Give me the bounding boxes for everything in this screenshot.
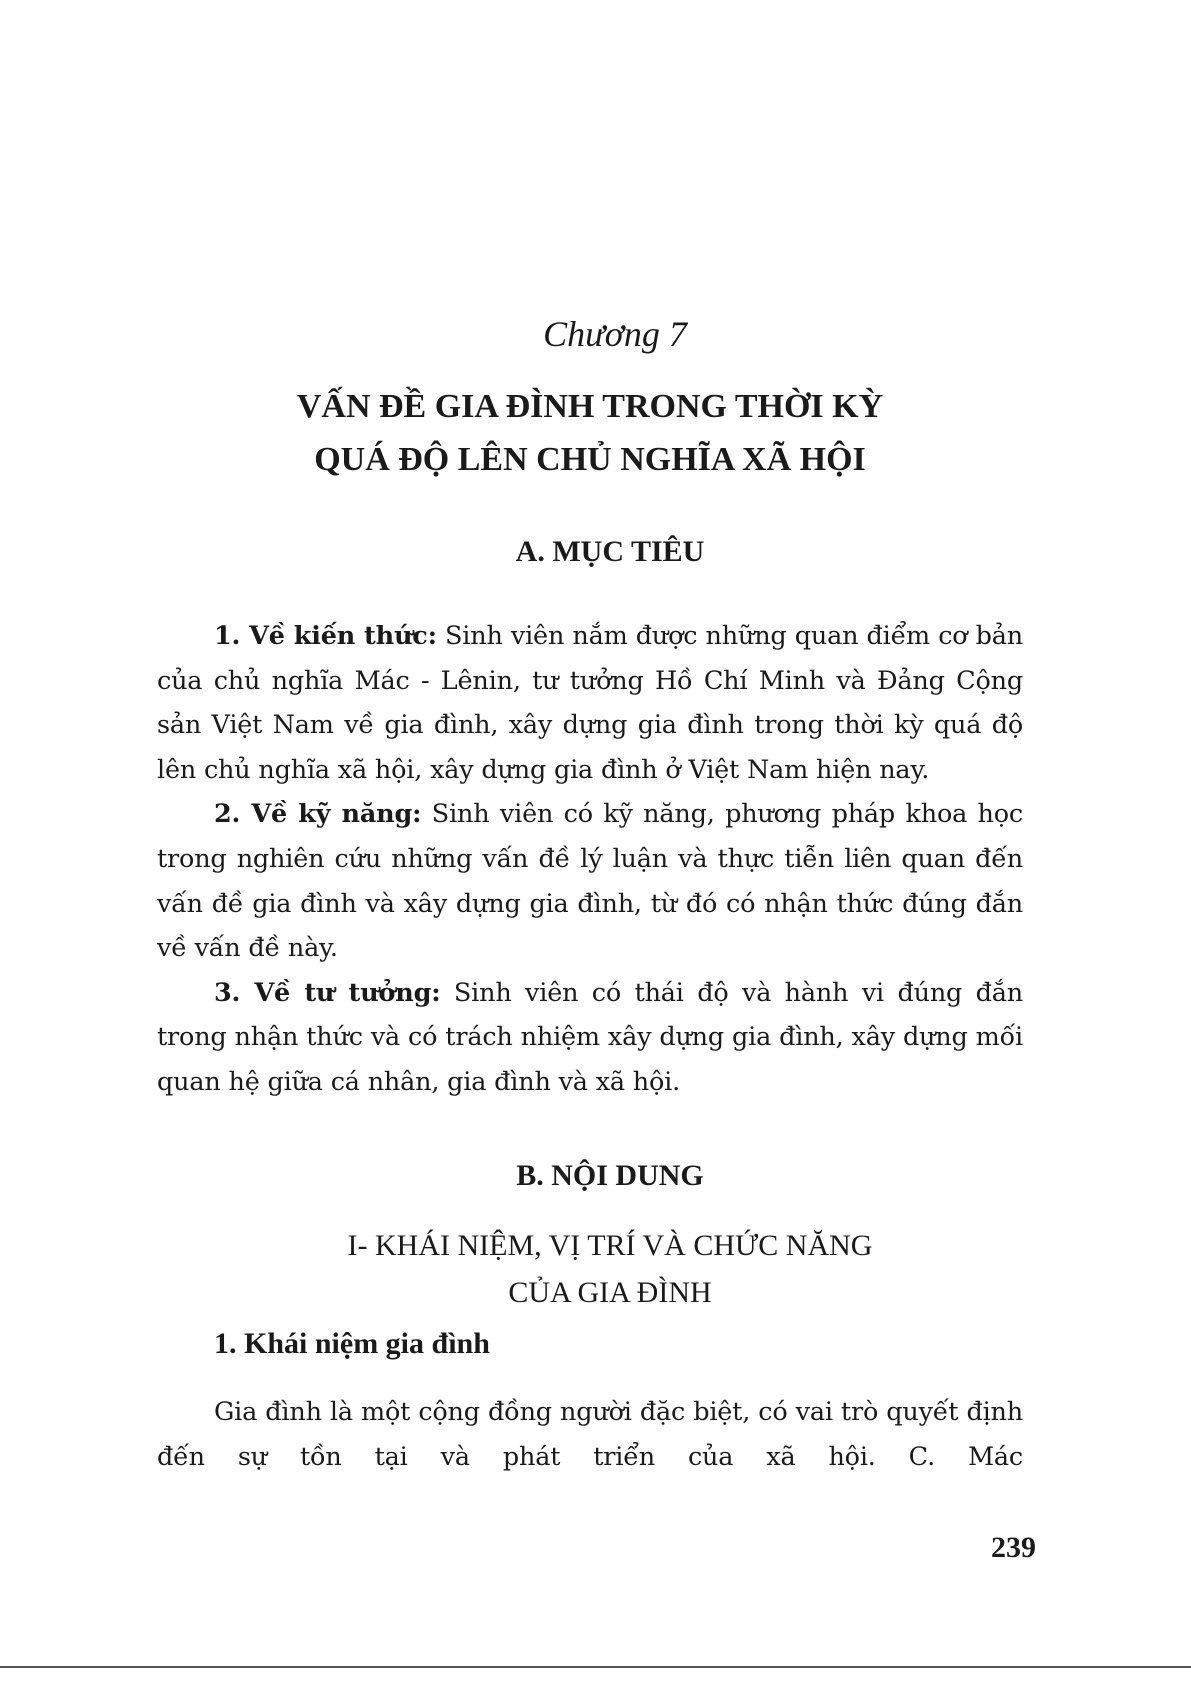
chapter-label: Chương 7: [543, 314, 687, 354]
objective-skills: [157, 792, 1023, 970]
subsection-heading: [157, 1222, 1023, 1316]
body-paragraph: [157, 1390, 1023, 1479]
chapter-title-line-2: QUÁ ĐỘ LÊN CHỦ NGHĨA XÃ HỘI: [314, 441, 866, 478]
section-a-heading: A. MỤC TIÊU: [515, 535, 705, 568]
section-b-heading: B. NỘI DUNG: [516, 1159, 704, 1192]
objective-text: Sinh viên có kỹ năng, phương pháp khoa học trong nghiên cứu những vấn đề lý luận và thực tiễn liên quan đến vấn đề gia đình và xây dựng gia đình, từ đó có nhận thức đúng đắn về vấn đề này.: [157, 799, 1023, 964]
objectives-list: [157, 614, 1023, 1105]
objective-attitude: [157, 971, 1023, 1105]
family-concept-heading: 1. Khái niệm gia đình: [214, 1327, 490, 1360]
objective-text: Sinh viên nắm được những quan điểm cơ bản của chủ nghĩa Mác - Lênin, tư tưởng Hồ Chí Minh và Đảng Cộng sản Việt Nam về gia đình, xây dựng gia đình trong thời kỳ quá độ lên chủ nghĩa xã hội, xây dựng gia đình ở Việt Nam hiện nay.: [157, 621, 1024, 785]
objective-lead: 3. Về tư tưởng:: [214, 977, 441, 1008]
objective-text: Sinh viên có thái độ và hành vi đúng đắn trong nhận thức và có trách nhiệm xây dựng gia đình, xây dựng mối quan hệ giữa cá nhân, gia đình và xã hội.: [157, 977, 1023, 1097]
family-concept-paragraph: Gia đình là một cộng đồng người đặc biệt, có vai trò quyết định đến sự tồn tại và phát triển của xã hội. C. Mác: [157, 1397, 1023, 1472]
scan-edge-divider: [0, 1666, 1191, 1668]
chapter-title-line-1: VẤN ĐỀ GIA ĐÌNH TRONG THỜI KỲ: [296, 388, 884, 425]
chapter-title: [157, 380, 1023, 486]
subsection-heading-line-1: I- KHÁI NIỆM, VỊ TRÍ VÀ CHỨC NĂNG: [347, 1229, 873, 1262]
subsection-heading-line-2: CỦA GIA ĐÌNH: [508, 1276, 712, 1309]
objective-lead: 1. Về kiến thức:: [214, 621, 437, 651]
page-number: 239: [991, 1531, 1036, 1564]
objective-lead: 2. Về kỹ năng:: [214, 799, 422, 830]
objective-knowledge: [157, 614, 1023, 792]
